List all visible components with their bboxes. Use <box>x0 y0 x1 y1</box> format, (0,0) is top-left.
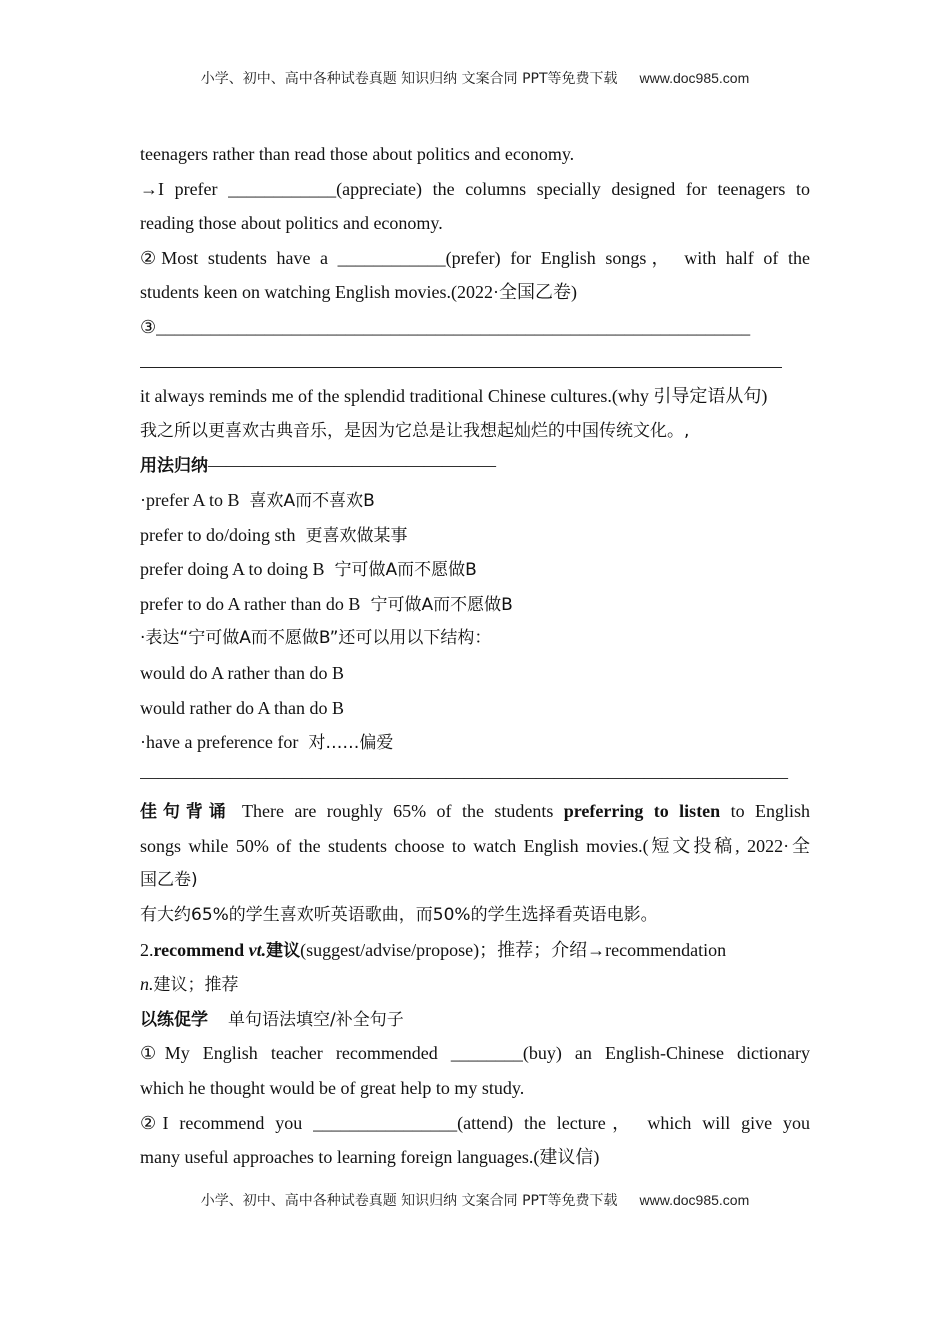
practice-text: 单句语法填空/补全句子 <box>228 1009 404 1030</box>
exercise-line: ①My English teacher recommended ________(buy) an English-Chinese dictionary <box>140 1043 810 1064</box>
text-line: reading those about politics and economy. <box>140 213 443 234</box>
practice-label: 以练促学 <box>140 1009 208 1030</box>
word-pos: n. <box>140 974 154 995</box>
header-text: 小学、初中、高中各种试卷真题 知识归纳 文案合同 PPT等免费下载 <box>200 71 618 87</box>
example-text: to English <box>730 801 810 822</box>
text-line: teenagers rather than read those about politics and economy. <box>140 144 575 164</box>
usage-en: prefer to do A rather than do B <box>140 593 361 614</box>
text-line-cn: 我之所以更喜欢古典音乐，是因为它总是让我想起灿烂的中国传统文化。, <box>140 420 690 441</box>
example-line: 国乙卷) <box>140 870 198 891</box>
usage-heading <box>140 448 810 483</box>
example-translation: 有大约65%的学生喜欢听英语歌曲，而50%的学生选择看英语电影。 <box>140 905 658 926</box>
usage-item <box>140 587 810 622</box>
usage-item <box>140 518 810 553</box>
usage-cn: 对……偏爱 <box>308 733 394 754</box>
example-highlight: preferring to listen <box>563 801 721 822</box>
text-line: it always reminds me of the splendid traditional Chinese cultures.(why 引导定语从句) <box>140 386 768 407</box>
usage-cn: 更喜欢做某事 <box>305 525 408 546</box>
usage-label: 用法归纳 <box>140 456 208 477</box>
usage-item <box>140 552 810 587</box>
blank-line-2 <box>140 345 810 380</box>
page-header <box>0 68 950 88</box>
example-line <box>140 794 810 829</box>
word-synonyms: (suggest/advise/propose)；推荐；介绍→recommendation <box>300 939 727 960</box>
example-text: There are roughly 65% of the students <box>242 801 554 822</box>
footer-site[interactable]: www.doc985.com <box>639 1192 750 1208</box>
usage-item: would do A rather than do B <box>140 662 344 683</box>
word-meaning: 建议 <box>266 940 301 961</box>
usage-cn: 宁可做A而不愿做B <box>334 560 477 581</box>
word-headword: recommend <box>153 939 245 960</box>
usage-item <box>140 725 810 760</box>
exercise-line: many useful approaches to learning foreign languages.(建议信) <box>140 1147 600 1168</box>
page-footer <box>0 1190 950 1210</box>
usage-cn: 喜欢A而不喜欢B <box>249 490 375 511</box>
document-body <box>140 137 810 1175</box>
usage-en: ·have a preference for <box>140 732 299 753</box>
usage-item: ·表达“宁可做A而不愿做B”还可以用以下结构： <box>140 628 492 649</box>
text-line: students keen on watching English movies.(2022·全国乙卷) <box>140 282 577 303</box>
usage-cn: 宁可做A而不愿做B <box>370 594 513 615</box>
exercise-line: ②I recommend you ________________(attend) the lecture， which will give you <box>140 1112 810 1133</box>
usage-end-dash: ———————————————————————————————————— <box>140 766 788 787</box>
example-label: 佳句背诵 <box>140 802 232 823</box>
exercise-line: which he thought would be of great help to my study. <box>140 1078 525 1099</box>
practice-heading <box>140 1002 810 1037</box>
usage-en: prefer doing A to doing B <box>140 559 325 580</box>
usage-en: prefer to do/doing sth <box>140 524 296 545</box>
word-entry-cont <box>140 967 810 1002</box>
usage-dash: ———————————————— <box>208 455 496 476</box>
usage-item: would rather do A than do B <box>140 697 344 718</box>
text-line: →I prefer ____________(appreciate) the columns specially designed for teenagers to <box>140 178 810 199</box>
word-meaning: 建议；推荐 <box>153 975 239 996</box>
word-number: 2. <box>140 939 154 960</box>
word-entry <box>140 933 810 968</box>
header-site[interactable]: www.doc985.com <box>639 70 750 86</box>
word-pos: vt. <box>248 939 267 960</box>
text-line: ②Most students have a ____________(prefer) for English songs， with half of the <box>140 247 810 268</box>
usage-item <box>140 483 810 518</box>
example-line: songs while 50% of the students choose to watch English movies.(短文投稿, 2022·全 <box>140 835 810 856</box>
blank-line: ③__________________________________________________________________ <box>140 316 751 337</box>
footer-text: 小学、初中、高中各种试卷真题 知识归纳 文案合同 PPT等免费下载 <box>200 1193 618 1209</box>
usage-en: ·prefer A to B <box>140 489 240 510</box>
